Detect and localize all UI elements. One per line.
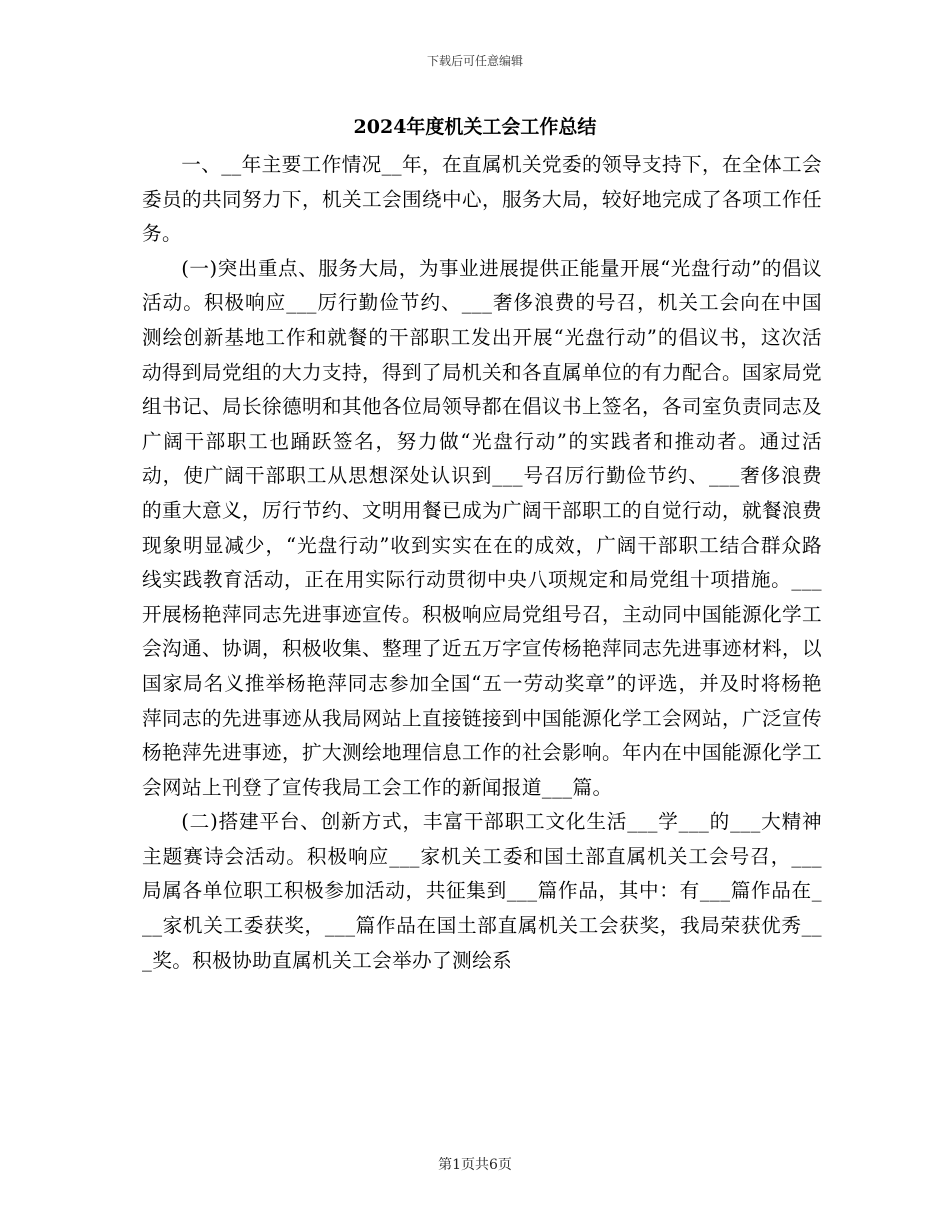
paragraph-3: (二)搭建平台、创新方式，丰富干部职工文化生活___学___的___大精神主题赛诗会活动。积极响应___家机关工委和国土部直属机关工会号召，___局属各单位职工积极参加活动，共征集到___篇作品，其中：有___篇作品在___家机关工委获奖，___篇作品在国土部直属机关工会获奖，我局荣获优秀___奖。积极协助直属机关工会举办了测绘系: [142, 810, 822, 972]
page-number: 第1页共6页: [438, 1157, 512, 1173]
document-title: 2024年度机关工会工作总结: [353, 116, 597, 138]
page-header-note: 下载后可任意编辑: [426, 54, 523, 68]
paragraph-2: (一)突出重点、服务大局，为事业进展提供正能量开展“光盘行动”的倡议活动。积极响应___厉行勤俭节约、___奢侈浪费的号召，机关工会向在中国测绘创新基地工作和就餐的干部职工发出开展“光盘行动”的倡议书，这次活动得到局党组的大力支持，得到了局机关和各直属单位的有力配合。国家局党组书记、局长徐德明和其他各位局领导都在倡议书上签名，各司室负责同志及广阔干部职工也踊跃签名，努力做“光盘行动”的实践者和推动者。通过活动，使广阔干部职工从思想深处认识到___号召厉行勤俭节约、___奢侈浪费的重大意义，厉行节约、文明用餐已成为广阔干部职工的自觉行动，就餐浪费现象明显减少，“光盘行动”收到实实在在的成效，广阔干部职工结合群众路线实践教育活动，正在用实际行动贯彻中央八项规定和局党组十项措施。___开展杨艳萍同志先进事迹宣传。积极响应局党组号召，主动同中国能源化学工会沟通、协调，积极收集、整理了近五万字宣传杨艳萍同志先进事迹材料，以国家局名义推举杨艳萍同志参加全国“五一劳动奖章”的评选，并及时将杨艳萍同志的先进事迹从我局网站上直接链接到中国能源化学工会网站，广泛宣传杨艳萍先进事迹，扩大测绘地理信息工作的社会影响。年内在中国能源化学工会网站上刊登了宣传我局工会工作的新闻报道___篇。: [142, 256, 822, 799]
paragraph-1: 一、__年主要工作情况__年，在直属机关党委的领导支持下，在全体工会委员的共同努力下，机关工会围绕中心，服务大局，较好地完成了各项工作任务。: [142, 153, 822, 246]
document-body: [142, 148, 822, 978]
